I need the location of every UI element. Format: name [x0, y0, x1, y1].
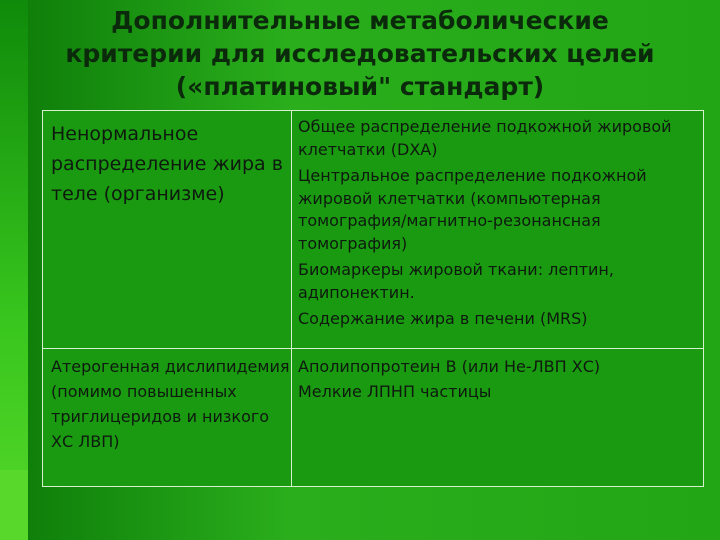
- column-divider: [291, 111, 292, 486]
- slide-title: [0, 4, 720, 103]
- criteria-table: [42, 110, 704, 487]
- row-1-criteria: [298, 116, 698, 335]
- row-2-label: Атерогенная дислипидемия (помимо повышенных триглицеридов и низкого ХС ЛВП): [51, 357, 290, 451]
- criterion-item: Мелкие ЛПНП частицы: [298, 382, 492, 401]
- left-decorative-bar-bottom: [0, 470, 28, 540]
- row-1-label: Ненормальное распределение жира в теле (организме): [51, 123, 283, 205]
- criterion-item: Содержание жира в печени (MRS): [298, 309, 588, 328]
- criterion-item: Аполипопротеин В (или Не-ЛВП ХС): [298, 357, 601, 376]
- criterion-item: Биомаркеры жировой ткани: лептин, адипонектин.: [298, 260, 614, 302]
- row-2-criteria: [298, 354, 698, 404]
- title-line-2: критерии для исследовательских целей: [65, 39, 655, 68]
- title-line-1: Дополнительные метаболические: [111, 6, 609, 35]
- criterion-item: Центральное распределение подкожной жировой клетчатки (компьютерная томография/магнитно-резонансная томография): [298, 166, 647, 253]
- title-line-3: («платиновый" стандарт): [175, 72, 545, 101]
- criterion-item: Общее распределение подкожной жировой клетчатки (DXA): [298, 117, 672, 159]
